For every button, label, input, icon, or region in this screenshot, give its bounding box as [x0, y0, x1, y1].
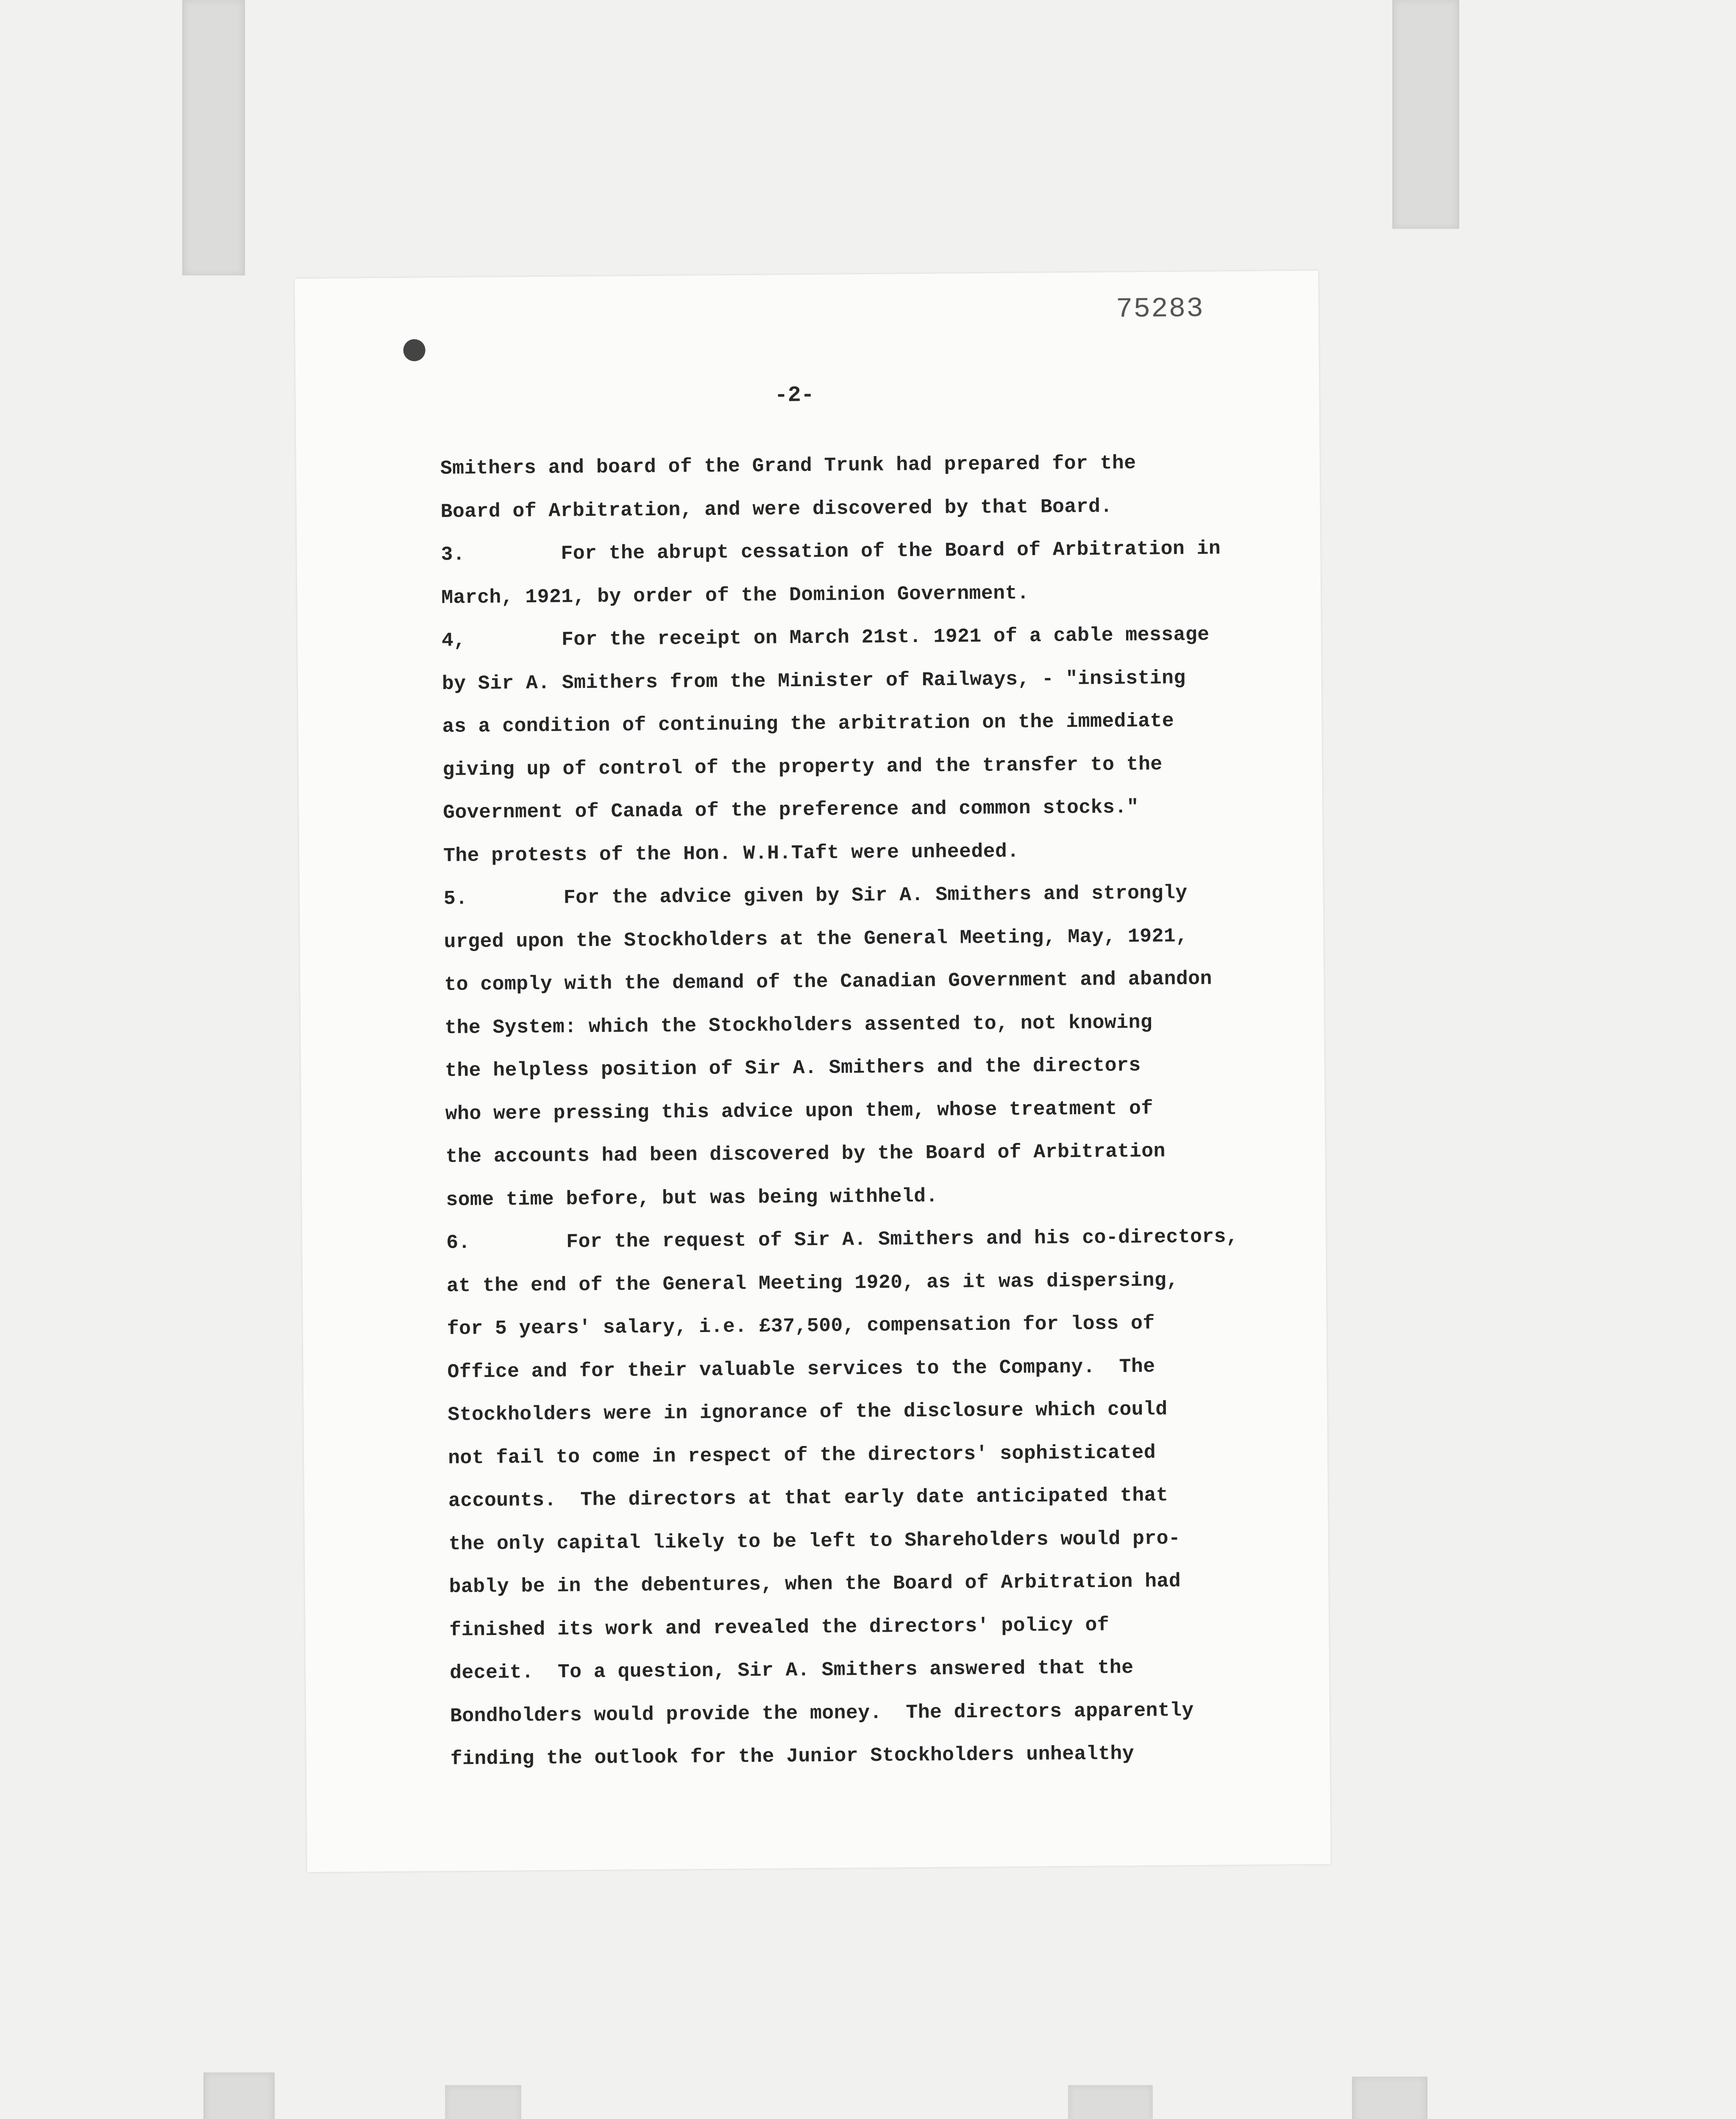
- text-line: urged upon the Stockholders at the General Meeting, May, 1921,: [444, 924, 1188, 953]
- document-page: [295, 271, 1330, 1872]
- text-line: the accounts had been discovered by the Board of Arbitration: [445, 1140, 1166, 1168]
- tape-bottom-right: [1352, 2077, 1427, 2119]
- tape-bottom-center-right: [1068, 2085, 1153, 2119]
- text-line: 3. For the abrupt cessation of the Board of Arbitration in: [441, 537, 1221, 566]
- tape-top-left: [182, 0, 245, 275]
- page-number: -2-: [774, 382, 815, 408]
- text-line: deceit. To a question, Sir A. Smithers answered that the: [449, 1656, 1134, 1684]
- text-line: 5. For the advice given by Sir A. Smithers and strongly: [443, 882, 1188, 910]
- text-line: at the end of the General Meeting 1920, as it was dispersing,: [446, 1268, 1179, 1297]
- punch-hole: [403, 339, 425, 361]
- text-line: Government of Canada of the preference and common stocks.": [442, 795, 1139, 824]
- text-line: 6. For the request of Sir A. Smithers and his co-directors,: [446, 1225, 1238, 1254]
- text-line: by Sir A. Smithers from the Minister of Railways, - "insisting: [442, 666, 1186, 695]
- text-line: Bondholders would provide the money. The directors apparently: [450, 1699, 1194, 1727]
- tape-bottom-center-left: [445, 2085, 521, 2119]
- text-line: not fail to come in respect of the directors' sophisticated: [448, 1441, 1156, 1469]
- text-line: finished its work and revealed the directors' policy of: [449, 1613, 1110, 1641]
- text-line: Smithers and board of the Grand Trunk had prepared for the: [440, 451, 1136, 480]
- text-line: to comply with the demand of the Canadian Government and abandon: [444, 967, 1213, 996]
- text-line: Board of Arbitration, and were discovered by that Board.: [440, 495, 1113, 523]
- text-line: as a condition of continuing the arbitration on the immediate: [442, 709, 1174, 738]
- text-line: giving up of control of the property and the transfer to the: [442, 752, 1163, 781]
- text-line: 4, For the receipt on March 21st. 1921 of a cable message: [441, 623, 1210, 652]
- text-line: some time before, but was being withheld.: [446, 1185, 938, 1211]
- tape-bottom-left: [203, 2072, 275, 2119]
- text-line: The protests of the Hon. W.H.Taft were unheeded.: [443, 840, 1019, 867]
- letter-body: [440, 440, 1298, 1780]
- text-line: finding the outlook for the Junior Stockholders unhealthy: [450, 1742, 1135, 1770]
- text-line: bably be in the debentures, when the Board of Arbitration had: [449, 1570, 1181, 1598]
- text-line: accounts. The directors at that early date anticipated that: [448, 1484, 1168, 1512]
- text-line: the helpless position of Sir A. Smithers and the directors: [445, 1054, 1141, 1082]
- text-line: the only capital likely to be left to Shareholders would pro-: [448, 1527, 1181, 1555]
- text-line: Stockholders were in ignorance of the disclosure which could: [448, 1398, 1168, 1426]
- text-line: March, 1921, by order of the Dominion Government.: [441, 581, 1029, 609]
- text-line: the System: which the Stockholders assented to, not knowing: [444, 1011, 1153, 1039]
- text-line: who were pressing this advice upon them, whose treatment of: [445, 1097, 1153, 1125]
- document-number: 75283: [1116, 292, 1205, 325]
- tape-top-right: [1392, 0, 1459, 229]
- text-line: for 5 years' salary, i.e. £37,500, compensation for loss of: [447, 1312, 1155, 1340]
- text-line: Office and for their valuable services to the Company. The: [447, 1355, 1155, 1383]
